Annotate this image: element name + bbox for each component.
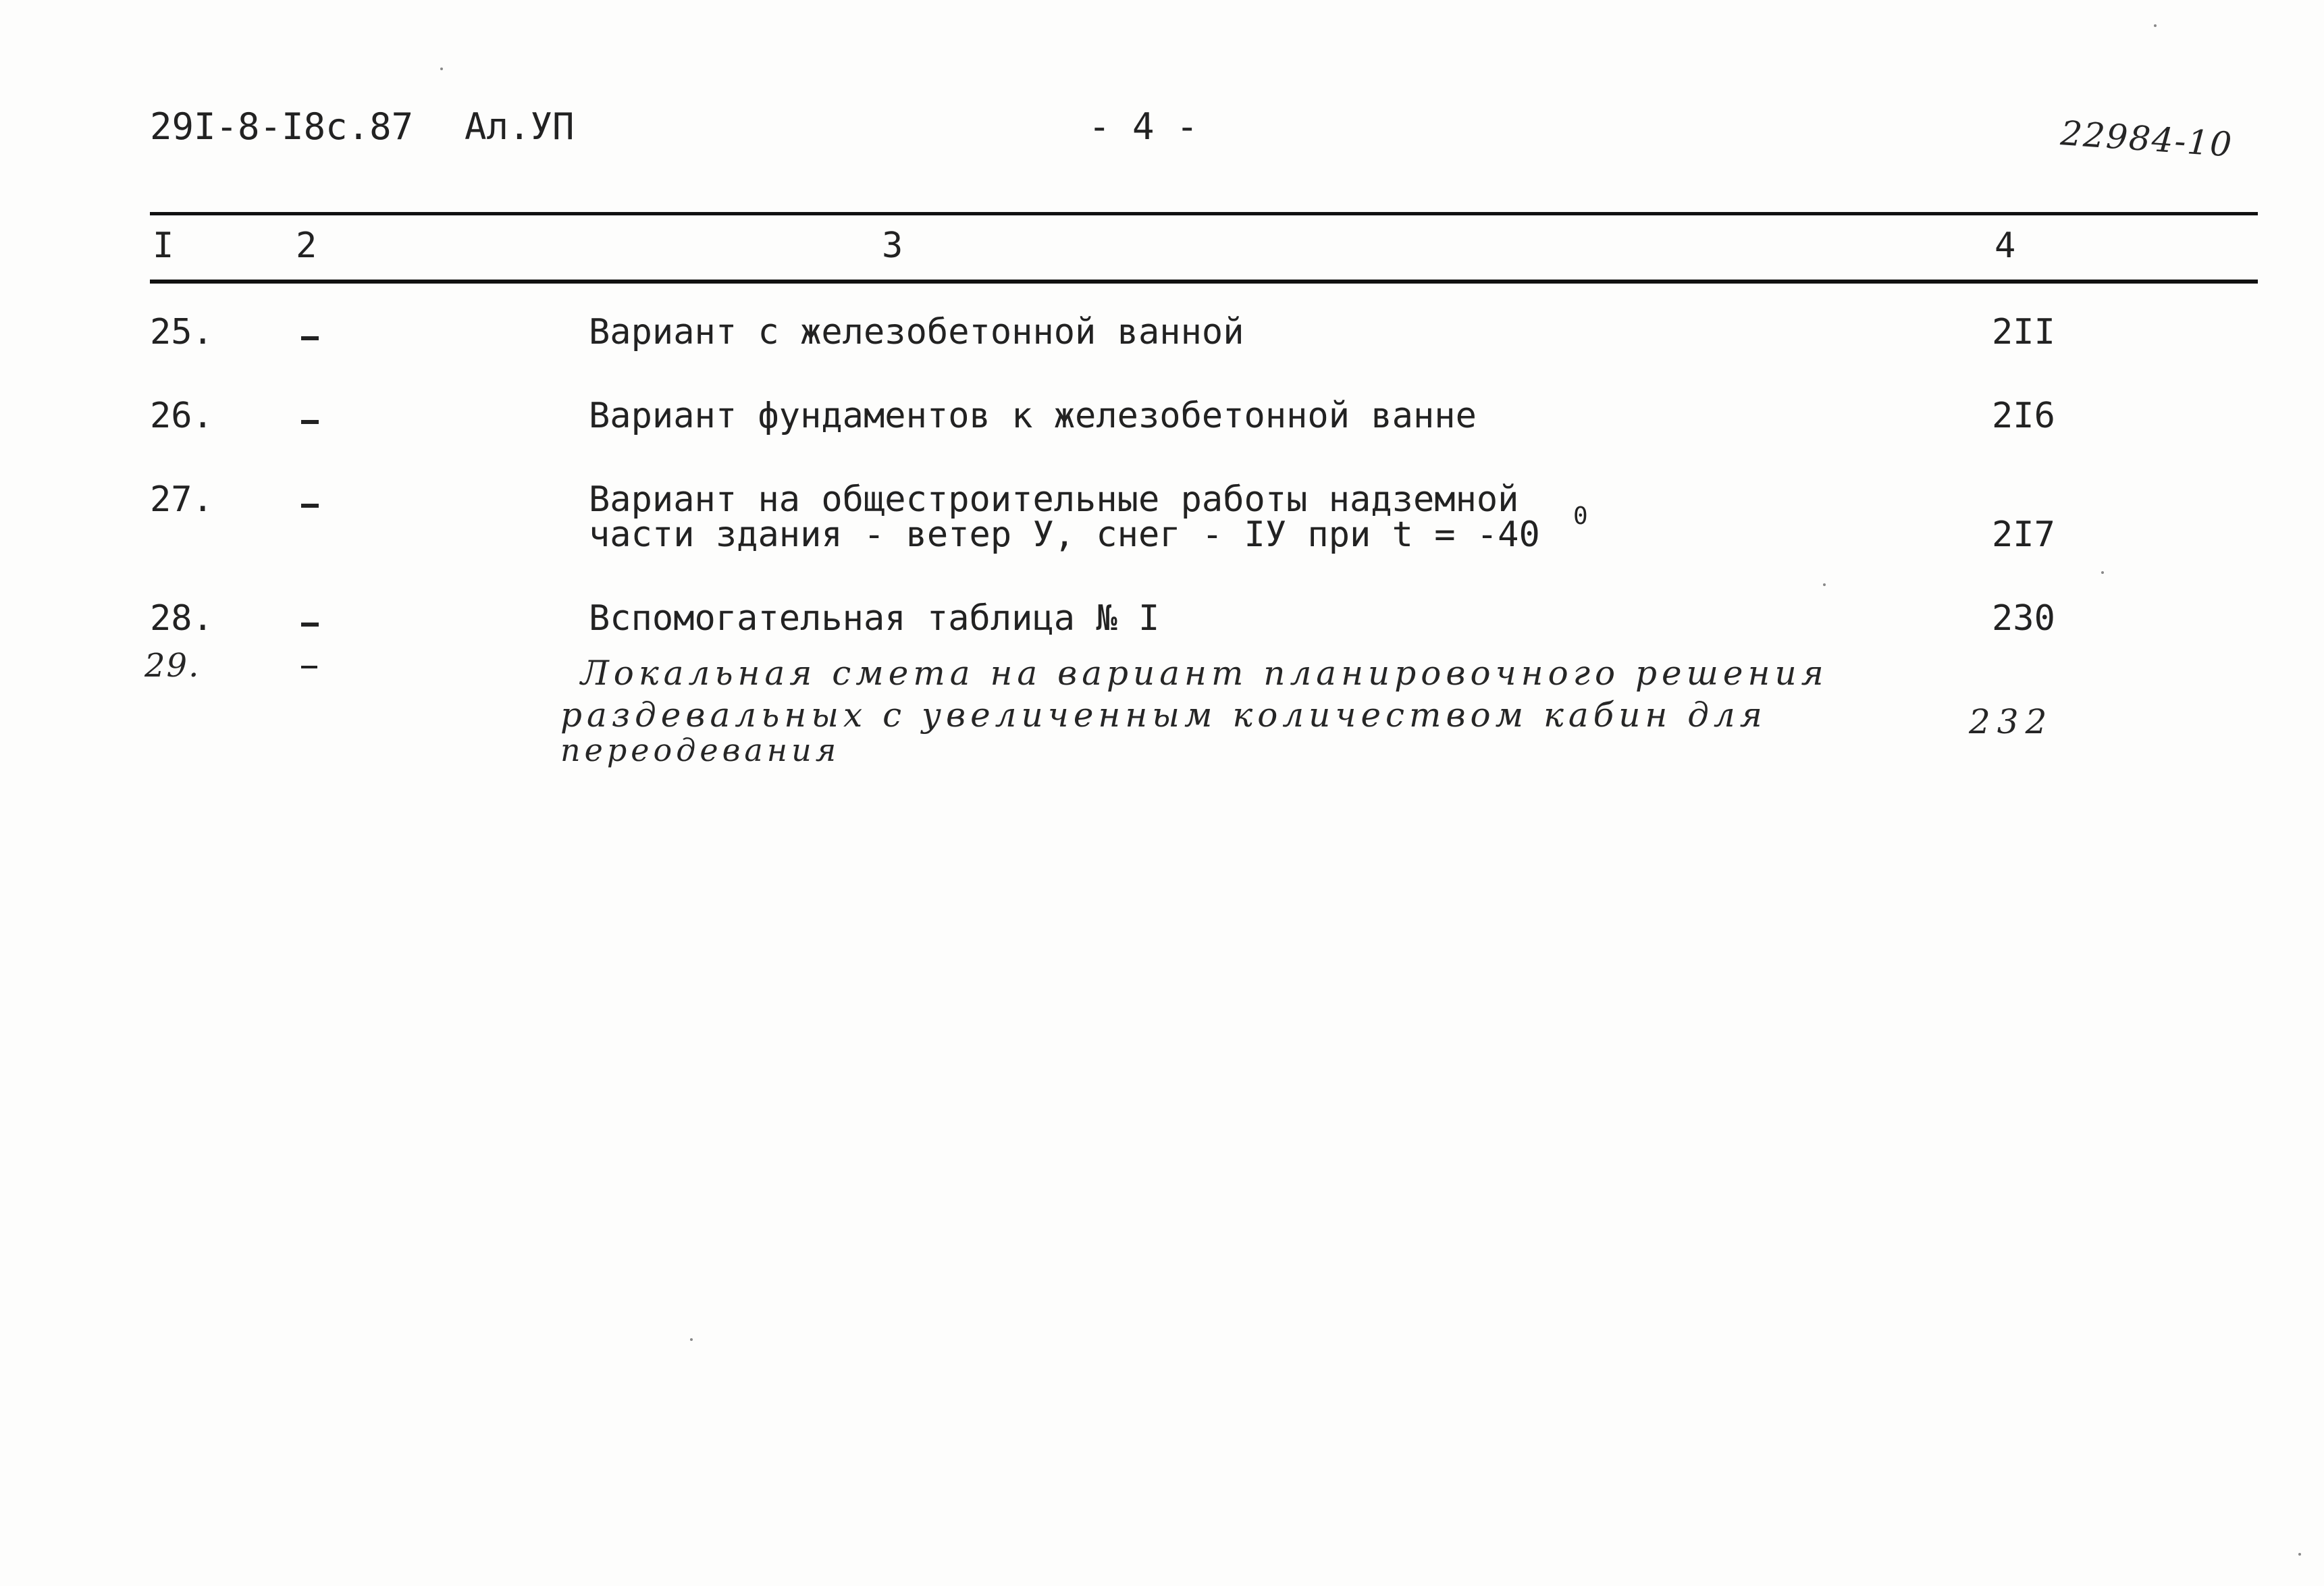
row-number: 26. [150, 396, 213, 436]
scan-speck [2154, 24, 2157, 27]
row-description-line-1: Вариант на общестроительные работы надземной [589, 479, 1519, 520]
row-dash [301, 623, 319, 627]
table-top-rule [150, 212, 2258, 215]
row-dash [301, 666, 317, 668]
scan-speck [2101, 571, 2104, 574]
row-number: 28. [150, 598, 213, 639]
scan-speck [1823, 583, 1826, 586]
scan-speck [690, 1338, 693, 1341]
row-description: Вариант с железобетонной ванной [589, 312, 1244, 352]
column-header-3: 3 [882, 226, 903, 266]
scan-speck [2298, 1553, 2301, 1556]
album-label: Ал.УП [465, 105, 575, 148]
column-header-2: 2 [296, 226, 317, 266]
row-description-handwritten-line-1: Локальная смета на вариант планировочного решения [581, 654, 1828, 693]
row-description-handwritten-line-2: раздевальных с увеличенным количеством кабин для [560, 695, 1767, 735]
row-description: Вспомогательная таблица № I [589, 598, 1160, 639]
row-dash [301, 420, 319, 424]
row-description-line-2: части здания - ветер У, снег - IУ при t = -40 [589, 514, 1540, 555]
doc-code: 29I-8-I8c.87 [150, 105, 414, 148]
column-header-1: I [153, 226, 174, 266]
row-page: 2I6 [1992, 396, 2055, 436]
column-header-4: 4 [1995, 226, 2016, 266]
scan-speck [440, 68, 443, 70]
degree-superscript: 0 [1573, 502, 1588, 530]
row-number: 27. [150, 479, 213, 520]
table-header-rule [150, 280, 2258, 284]
row-page: 230 [1992, 598, 2055, 639]
row-number-handwritten: 29. [144, 647, 201, 685]
handwritten-registration-number: 22984-10 [2059, 113, 2234, 165]
row-description: Вариант фундаментов к железобетонной ванне [589, 396, 1477, 436]
row-description-handwritten-line-3: переодевания [560, 732, 841, 768]
row-number: 25. [150, 312, 213, 352]
row-dash [301, 336, 319, 340]
page-number: - 4 - [1088, 105, 1198, 148]
row-page-handwritten: 232 [1969, 702, 2054, 741]
row-dash [301, 504, 319, 508]
row-page: 2I7 [1992, 514, 2055, 555]
row-page: 2II [1992, 312, 2055, 352]
